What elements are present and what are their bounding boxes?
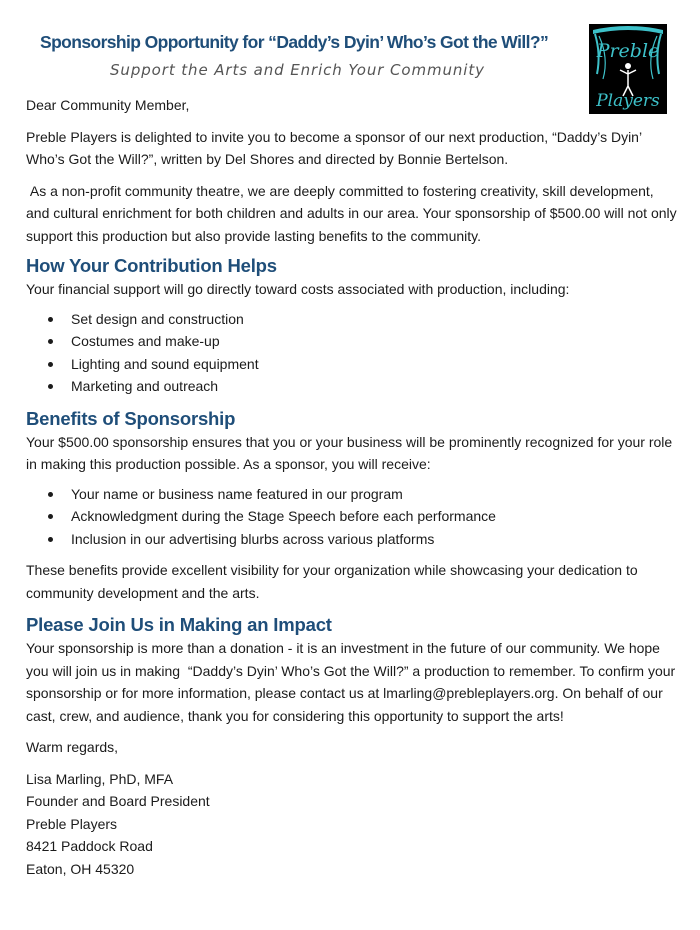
contribution-text: Your financial support will go directly toward costs associated with production, including: [26, 281, 570, 297]
document-title: Sponsorship Opportunity for “Daddy’s Dyin’ Who’s Got the Will?” [40, 32, 549, 52]
document-subtitle: Support the Arts and Enrich Your Community [110, 61, 485, 79]
contribution-list [26, 308, 680, 398]
intro-paragraph: Preble Players is delighted to invite you to become a sponsor of our next production, “Daddy’s Dyin’ Who’s Got the Will?”, written by Del Shores and directed by Bonnie Bertelson. [26, 128, 642, 167]
logo-line2: Players [596, 91, 660, 111]
signature-org: Preble Players [26, 815, 118, 832]
benefits-closing: These benefits provide excellent visibility for your organization while showcasing your dedication to community development and the arts. [26, 562, 638, 601]
list-item: Lighting and sound equipment [26, 353, 680, 376]
list-item: Acknowledgment during the Stage Speech before each performance [26, 505, 680, 528]
salutation: Dear Community Member, [26, 97, 190, 113]
section-heading-contribution: How Your Contribution Helps [26, 255, 277, 276]
signature-role: Founder and Board President [26, 793, 210, 809]
logo-line1: Preble [596, 40, 660, 62]
impact-text: Your sponsorship is more than a donation - it is an investment in the future of our community. We hope you will join us in making “Daddy’s Dyin’ Who’s Got the Will?” a production to remember. To confirm your sponsorship or for more information, please contact us at lmarling@prebleplayers.org. On behalf of our cast, crew, and audience, thank you for considering this opportunity to support the arts! [26, 640, 680, 724]
section-heading-benefits: Benefits of Sponsorship [26, 407, 236, 429]
letter-body [26, 94, 680, 880]
benefits-text: Your $500.00 sponsorship ensures that you or your business will be prominently recognized for your role in making this production possible. As a sponsor, you will receive: [26, 433, 673, 472]
list-item: Inclusion in our advertising blurbs across various platforms [26, 528, 680, 551]
signature-name: Lisa Marling, PhD, MFA [26, 770, 174, 787]
list-item: Costumes and make-up [26, 330, 680, 353]
list-item: Set design and construction [26, 308, 680, 331]
benefits-list [26, 483, 680, 551]
list-item: Marketing and outreach [26, 375, 680, 398]
signature-city: Eaton, OH 45320 [26, 860, 135, 877]
signature-street: 8421 Paddock Road [26, 838, 153, 854]
signature-block [26, 768, 680, 881]
list-item: Your name or business name featured in our program [26, 483, 680, 506]
section-heading-impact: Please Join Us in Making an Impact [26, 614, 332, 635]
signoff: Warm regards, [26, 739, 119, 755]
mission-paragraph: As a non-profit community theatre, we are deeply committed to fostering creativity, skill development, and cultural enrichment for both children and adults in our area. Your sponsorship of $500.00 will not only support this production but also provide lasting benefits to the community. [26, 182, 681, 244]
